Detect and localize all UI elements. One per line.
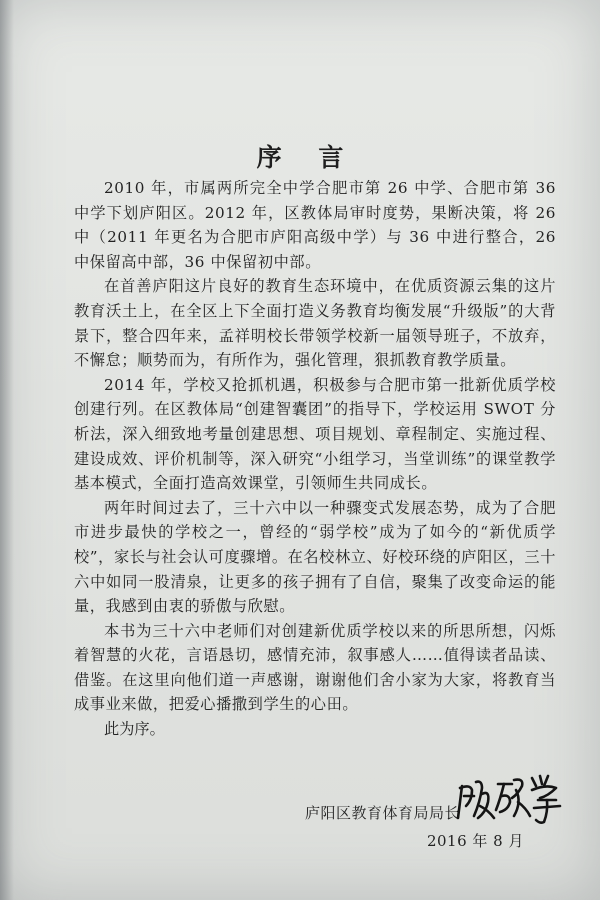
paragraph-2: 在首善庐阳这片良好的教育生态环境中，在优质资源云集的这片教育沃土上，在全区上下全面打造义务教育均衡发展“升级版”的大背景下，整合四年来，孟祥明校长带领学校新一届领导班子，不放弃，不懈怠；顺势而为，有所作为，强化管理，狠抓教育教学质量。 [74,277,556,370]
paragraph-5: 本书为三十六中老师们对创建新优质学校以来的所思所想，闪烁着智慧的火花，言语恳切，感情充沛，叙事感人……值得读者品读、借鉴。在这里向他们道一声感谢，谢谢他们舍小家为大家，将教育当成事业来做，把爱心播撒到学生的心田。 [74,621,556,714]
author-title: 庐阳区教育体育局局长 [304,804,460,822]
preface-body [74,176,556,742]
page-title: 序 言 [256,143,358,172]
handwritten-signature [452,772,564,828]
paragraph-4: 两年时间过去了，三十六中以一种骤变式发展态势，成为了合肥市进步最快的学校之一，曾经的“弱学校”成为了如今的“新优质学校”，家长与社会认可度骤增。在名校林立、好校环绕的庐阳区，三十六中如同一股清泉，让更多的孩子拥有了自信，聚集了改变命运的能量，我感到由衷的骄傲与欣慰。 [74,498,556,616]
date-line: 2016 年 8 月 [426,832,524,850]
paragraph-1: 2010 年，市属两所完全中学合肥市第 26 中学、合肥市第 36 中学下划庐阳区。2012 年，区教体局审时度势，果断决策，将 26 中（2011 年更名为合肥市庐阳高级中学）与 36 中进行整合，26 中保留高中部，36 中保留初中部。 [74,179,556,271]
page-edge-shadow [0,0,14,900]
paragraph-3: 2014 年，学校又抢抓机遇，积极参与合肥市第一批新优质学校创建行列。在区教体局“创建智囊团”的指导下，学校运用 SWOT 分析法，深入细致地考量创建思想、项目规划、章程制定、实施过程、建设成效、评价机制等，深入研究“小组学习，当堂训练”的课堂教学基本模式，全面打造高效课堂，引领师生共同成长。 [74,375,556,493]
closing-line: 此为序。 [104,720,165,739]
